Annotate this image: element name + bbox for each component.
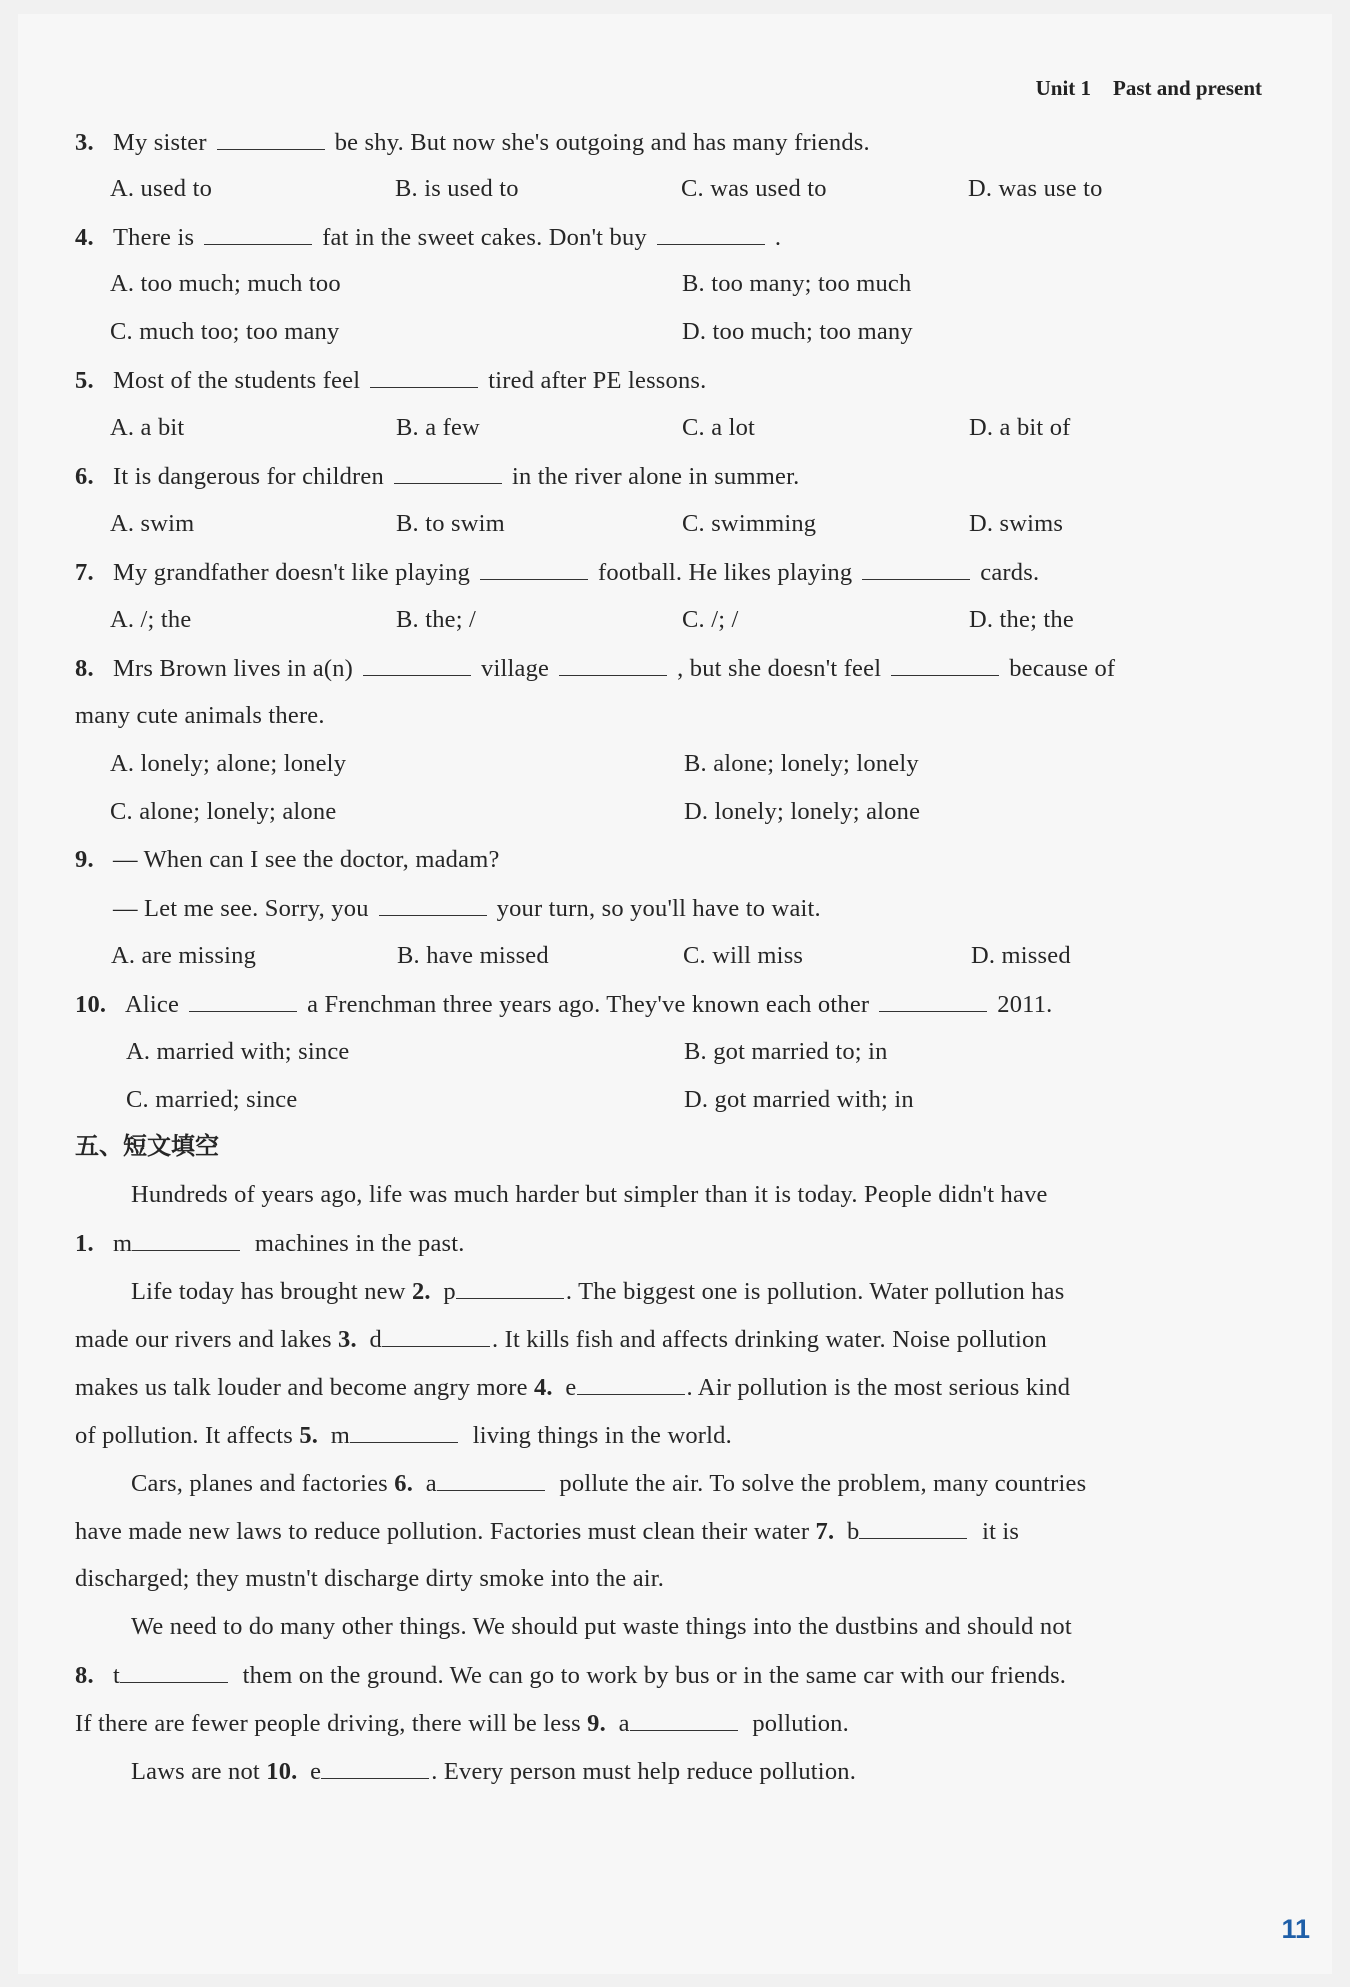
question-number: 8. [75,655,94,682]
option-d[interactable]: D. swims [969,510,1064,537]
option-c[interactable]: C. /; / [682,606,739,633]
passage-text: them on the ground. We can go to work by bus or in the same car with our friends. [242,1662,1067,1689]
question-text: Mrs Brown lives in a(n) [113,655,354,682]
answer-blank[interactable] [370,365,478,388]
option-d[interactable]: D. got married with; in [684,1086,914,1113]
answer-blank[interactable] [879,989,987,1012]
answer-blank[interactable] [437,1468,545,1491]
first-letter: m [113,1230,133,1257]
passage-text: machines in the past. [254,1230,465,1257]
running-header [1036,76,1262,101]
question-number: 10. [75,991,107,1018]
first-letter: e [565,1374,577,1401]
question-text: football. He likes playing [598,559,853,586]
question-9-options [75,941,1265,971]
option-a[interactable]: A. are missing [111,942,257,969]
question-number: 3. [75,129,94,156]
passage-line [75,1372,1265,1403]
passage-line [75,1420,1265,1451]
option-b[interactable]: B. alone; lonely; lonely [684,750,919,777]
option-b[interactable]: B. a few [396,414,480,441]
option-a[interactable]: A. /; the [110,606,192,633]
question-4-options-row1 [75,269,1265,299]
question-text: in the river alone in summer. [511,463,800,490]
question-3 [75,127,1265,158]
answer-blank[interactable] [862,557,970,580]
option-c[interactable]: C. a lot [682,414,756,441]
question-text: cards. [980,559,1040,586]
option-b[interactable]: B. to swim [396,510,505,537]
answer-blank[interactable] [891,653,999,676]
question-text: . [774,224,782,251]
question-7 [75,557,1265,588]
passage-line [75,1564,1265,1594]
option-b[interactable]: B. is used to [395,175,519,202]
answer-blank[interactable] [657,222,765,245]
option-a[interactable]: A. swim [110,510,195,537]
option-c[interactable]: C. swimming [682,510,817,537]
passage-text: If there are fewer people driving, there will be less [75,1710,581,1737]
question-text: — Let me see. Sorry, you [113,895,369,922]
question-8-continued [75,701,1265,731]
passage-text: Laws are not [131,1758,260,1785]
question-6 [75,461,1265,492]
first-letter: a [425,1470,437,1497]
question-text: 2011. [997,991,1053,1018]
question-number: 6. [75,463,94,490]
option-b[interactable]: B. have missed [397,942,549,969]
question-text: My grandfather doesn't like playing [113,559,471,586]
passage-line [131,1180,1265,1210]
question-5-options [75,413,1265,443]
blank-number: 8. [75,1662,94,1689]
question-4 [75,222,1265,253]
question-text: Most of the students feel [113,367,361,394]
passage-text: . Air pollution is the most serious kind [686,1374,1071,1401]
passage-line [131,1468,1265,1499]
blank-number: 1. [75,1230,94,1257]
answer-blank[interactable] [859,1516,967,1539]
answer-blank[interactable] [379,893,487,916]
passage-line [131,1612,1265,1642]
answer-blank[interactable] [217,127,325,150]
question-text: your turn, so you'll have to wait. [496,895,821,922]
passage-text: . The biggest one is pollution. Water pollution has [565,1278,1065,1305]
question-6-options [75,509,1265,539]
passage-text: Life today has brought new [131,1278,406,1305]
question-4-options-row2 [75,317,1265,347]
first-letter: e [310,1758,322,1785]
answer-blank[interactable] [350,1420,458,1443]
passage-text: living things in the world. [472,1422,732,1449]
question-9-reply [75,893,1265,924]
answer-blank[interactable] [363,653,471,676]
option-c[interactable]: C. will miss [683,942,804,969]
unit-label: Unit 1 [1035,76,1092,100]
answer-blank[interactable] [189,989,297,1012]
passage-line [75,1660,1265,1691]
passage-text: We need to do many other things. We should put waste things into the dustbins and should not [131,1613,1072,1640]
question-10-options-row1 [75,1037,1265,1067]
question-text: There is [113,224,195,251]
question-10-options-row2 [75,1085,1265,1115]
option-d[interactable]: D. too much; too many [682,318,913,345]
answer-blank[interactable] [456,1276,564,1299]
passage-line [75,1516,1265,1547]
passage-text: Hundreds of years ago, life was much harder but simpler than it is today. People didn't have [131,1181,1048,1208]
answer-blank[interactable] [321,1756,429,1779]
answer-blank[interactable] [559,653,667,676]
question-8-options-row1 [75,749,1265,779]
passage-text: makes us talk louder and become angry more [75,1374,528,1401]
question-3-options [75,174,1265,204]
question-7-options [75,605,1265,635]
passage-text: pollution. [752,1710,849,1737]
question-text: My sister [113,129,207,156]
first-letter: a [618,1710,630,1737]
question-10 [75,989,1265,1020]
first-letter: d [369,1326,382,1353]
passage-line [75,1708,1265,1739]
question-text: tired after PE lessons. [488,367,707,394]
page-number: 11 [1281,1914,1310,1944]
first-letter: t [113,1662,121,1689]
passage-text: . It kills fish and affects drinking water. Noise pollution [491,1326,1047,1353]
passage-line [75,1324,1265,1355]
question-number: 7. [75,559,94,586]
blank-number: 2. [411,1278,431,1305]
question-8 [75,653,1265,684]
question-text: be shy. But now she's outgoing and has many friends. [334,129,870,156]
passage-text: Cars, planes and factories [131,1470,388,1497]
first-letter: m [330,1422,351,1449]
passage-text: have made new laws to reduce pollution. Factories must clean their water [75,1518,810,1545]
passage-text: it is [982,1518,1020,1545]
question-text: fat in the sweet cakes. Don't buy [322,224,647,251]
answer-blank[interactable] [382,1324,490,1347]
question-9 [75,845,1265,875]
passage-line [131,1276,1265,1307]
question-text: many cute animals there. [75,702,325,729]
blank-number: 3. [338,1326,357,1353]
option-d[interactable]: D. a bit of [969,414,1071,441]
question-5 [75,365,1265,396]
first-letter: p [443,1278,456,1305]
blank-number: 7. [815,1518,835,1545]
passage-text: pollute the air. To solve the problem, many countries [559,1470,1087,1497]
option-d[interactable]: D. was use to [968,175,1103,202]
unit-title: Past and present [1113,76,1262,100]
first-letter: b [846,1518,860,1545]
answer-blank[interactable] [394,461,502,484]
question-number: 9. [75,846,94,873]
option-c[interactable]: C. alone; lonely; alone [110,798,337,825]
passage-text: made our rivers and lakes [75,1326,332,1353]
option-b[interactable]: B. the; / [396,606,477,633]
option-d[interactable]: D. lonely; lonely; alone [684,798,921,825]
option-a[interactable]: A. married with; since [126,1038,350,1065]
question-text: Alice [125,991,180,1018]
option-c[interactable]: C. much too; too many [110,318,340,345]
passage-line [131,1756,1265,1787]
passage-text: discharged; they mustn't discharge dirty smoke into the air. [75,1565,665,1592]
answer-blank[interactable] [132,1228,240,1251]
option-a[interactable]: A. too much; much too [110,270,341,297]
blank-number: 4. [533,1374,553,1401]
blank-number: 10. [266,1758,298,1785]
passage-text: of pollution. It affects [75,1422,293,1449]
passage-line [75,1228,1265,1259]
question-text: It is dangerous for children [113,463,384,490]
option-a[interactable]: A. lonely; alone; lonely [110,750,347,777]
answer-blank[interactable] [630,1708,738,1731]
question-text: a Frenchman three years ago. They've known each other [307,991,870,1018]
blank-number: 6. [394,1470,414,1497]
option-c[interactable]: C. was used to [681,175,827,202]
option-c[interactable]: C. married; since [126,1086,298,1113]
question-number: 4. [75,224,94,251]
option-a[interactable]: A. used to [110,175,213,202]
blank-number: 5. [299,1422,319,1449]
passage-text: . Every person must help reduce pollution. [431,1758,857,1785]
option-b[interactable]: B. too many; too much [682,270,912,297]
section-title: 五、短文填空 [75,1132,219,1160]
option-a[interactable]: A. a bit [110,414,185,441]
blank-number: 9. [587,1710,606,1737]
question-8-options-row2 [75,797,1265,827]
option-d[interactable]: D. missed [971,942,1071,969]
answer-blank[interactable] [120,1660,228,1683]
question-text: , but she doesn't feel [677,655,882,682]
question-text: village [481,655,550,682]
question-number: 5. [75,367,94,394]
option-b[interactable]: B. got married to; in [684,1038,888,1065]
answer-blank[interactable] [577,1372,685,1395]
option-d[interactable]: D. the; the [969,606,1074,633]
question-text: — When can I see the doctor, madam? [113,846,500,873]
answer-blank[interactable] [204,222,312,245]
question-text: because of [1009,655,1116,682]
answer-blank[interactable] [480,557,588,580]
